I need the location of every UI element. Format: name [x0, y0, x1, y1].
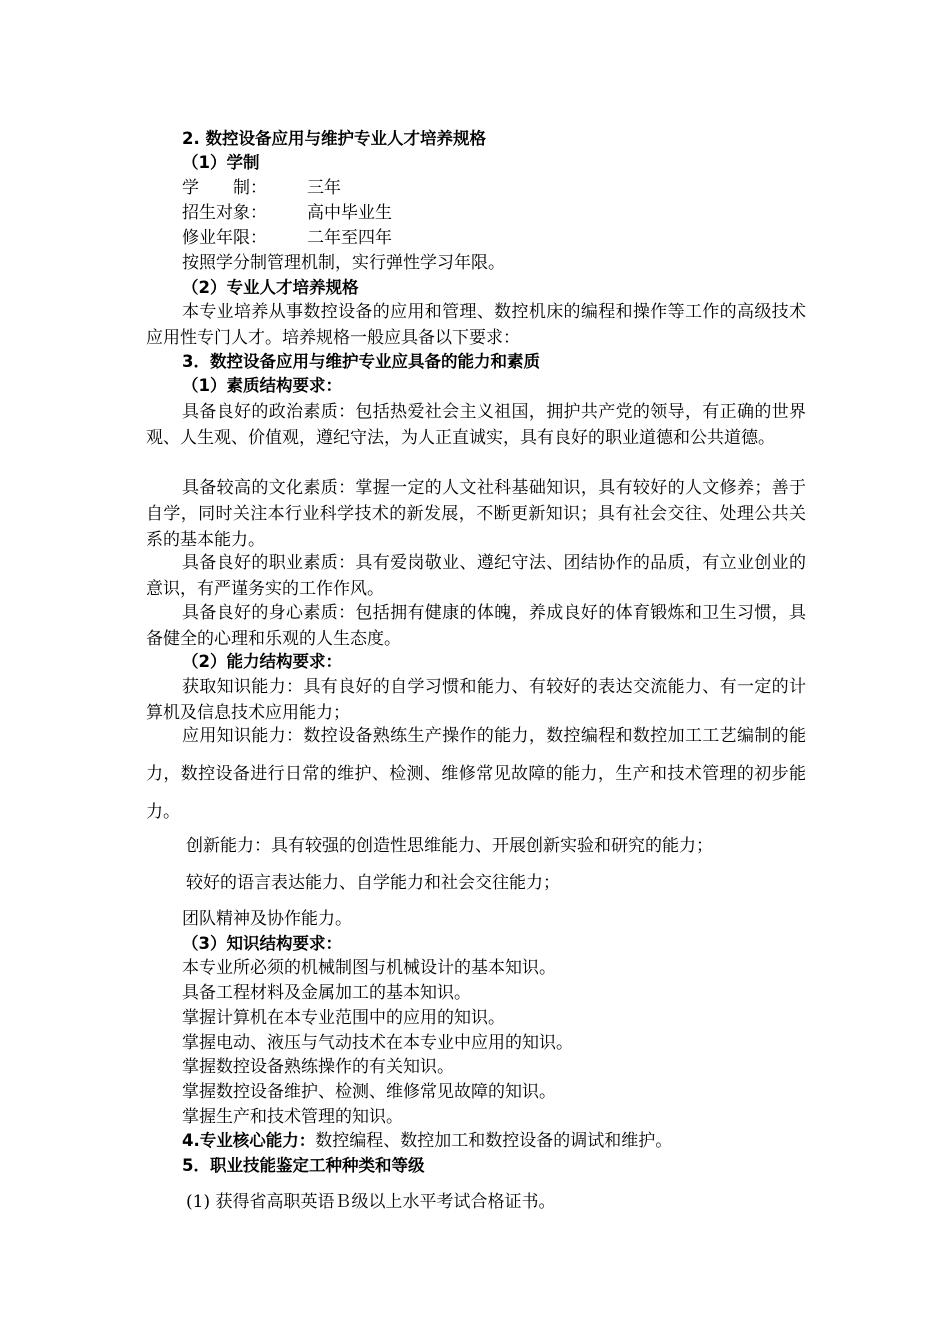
- info-label: 修业年限：: [182, 228, 267, 248]
- knowledge-item: 具备工程材料及金属加工的基本知识。: [182, 983, 471, 1003]
- info-row-duration: [182, 176, 341, 200]
- info-row-enrollment: [182, 201, 392, 225]
- section-3-sub3: （3）知识结构要求：: [182, 934, 342, 953]
- knowledge-item: 掌握数控设备维护、检测、维修常见故障的知识。: [182, 1082, 556, 1102]
- section-2-heading: 2. 数控设备应用与维护专业人才培养规格: [182, 129, 486, 148]
- info-value: 高中毕业生: [307, 203, 392, 223]
- info-value: 三年: [307, 178, 341, 198]
- ability-acquire-knowledge: 获取知识能力：具有良好的自学习惯和能力、有较好的表达交流能力、有一定的计算机及信息技术应用能力；: [146, 677, 806, 723]
- ability-language: 较好的语言表达能力、自学能力和社会交往能力；: [186, 873, 560, 893]
- training-spec-paragraph: 本专业培养从事数控设备的应用和管理、数控机床的编程和操作等工作的高级技术应用性专门人才。培养规格一般应具备以下要求：: [146, 302, 806, 348]
- section-4-line: [182, 1129, 672, 1153]
- quality-cultural: 具备较高的文化素质：掌握一定的人文社科基础知识，具有较好的人文修养；善于自学，同时关注本行业科学技术的新发展，不断更新知识；具有社会交往、处理公共关系的基本能力。: [146, 478, 806, 550]
- section-5-item-1: (1) 获得省高职英语Ｂ级以上水平考试合格证书。: [186, 1192, 556, 1212]
- credit-note: 按照学分制管理机制，实行弹性学习年限。: [182, 253, 505, 273]
- ability-innovation: 创新能力：具有较强的创造性思维能力、开展创新实验和研究的能力；: [186, 836, 713, 856]
- section-3-heading: 3．数控设备应用与维护专业应具备的能力和素质: [182, 352, 540, 371]
- quality-professional: 具备良好的职业素质：具有爱岗敬业、遵纪守法、团结协作的品质，有立业创业的意识，有严谨务实的工作作风。: [146, 553, 806, 599]
- info-label: 学 制：: [182, 178, 267, 198]
- info-label: 招生对象：: [182, 203, 267, 223]
- knowledge-item: 掌握数控设备熟练操作的有关知识。: [182, 1057, 454, 1077]
- section-2-sub2: （2）专业人才培养规格: [182, 278, 359, 297]
- info-value: 二年至四年: [307, 228, 392, 248]
- section-4-text: 数控编程、数控加工和数控设备的调试和维护。: [315, 1131, 673, 1151]
- ability-apply-knowledge: 应用知识能力：数控设备熟练生产操作的能力，数控编程和数控加工工艺编制的能力，数控设备进行日常的维护、检测、维修常见故障的能力，生产和技术管理的初步能力。: [146, 726, 806, 822]
- knowledge-item: 掌握电动、液压与气动技术在本专业中应用的知识。: [182, 1033, 573, 1053]
- section-2-sub1: （1）学制: [182, 153, 260, 172]
- section-3-sub1: （1）素质结构要求：: [182, 376, 342, 395]
- section-3-sub2: （2）能力结构要求：: [182, 652, 342, 671]
- quality-political: 具备良好的政治素质：包括热爱社会主义祖国，拥护共产党的领导，有正确的世界观、人生观、价值观，遵纪守法，为人正直诚实，具有良好的职业道德和公共道德。: [146, 402, 806, 448]
- knowledge-item: 本专业所必须的机械制图与机械设计的基本知识。: [182, 958, 556, 978]
- section-4-label: 4.专业核心能力：: [182, 1131, 316, 1150]
- knowledge-item: 掌握生产和技术管理的知识。: [182, 1107, 403, 1127]
- section-5-heading: 5．职业技能鉴定工种种类和等级: [182, 1156, 425, 1175]
- knowledge-item: 掌握计算机在本专业范围中的应用的知识。: [182, 1008, 505, 1028]
- quality-physical-mental: 具备良好的身心素质：包括拥有健康的体魄，养成良好的体育锻炼和卫生习惯，具备健全的心理和乐观的人生态度。: [146, 603, 806, 649]
- info-row-study-years: [182, 226, 392, 250]
- ability-teamwork: 团队精神及协作能力。: [182, 909, 352, 929]
